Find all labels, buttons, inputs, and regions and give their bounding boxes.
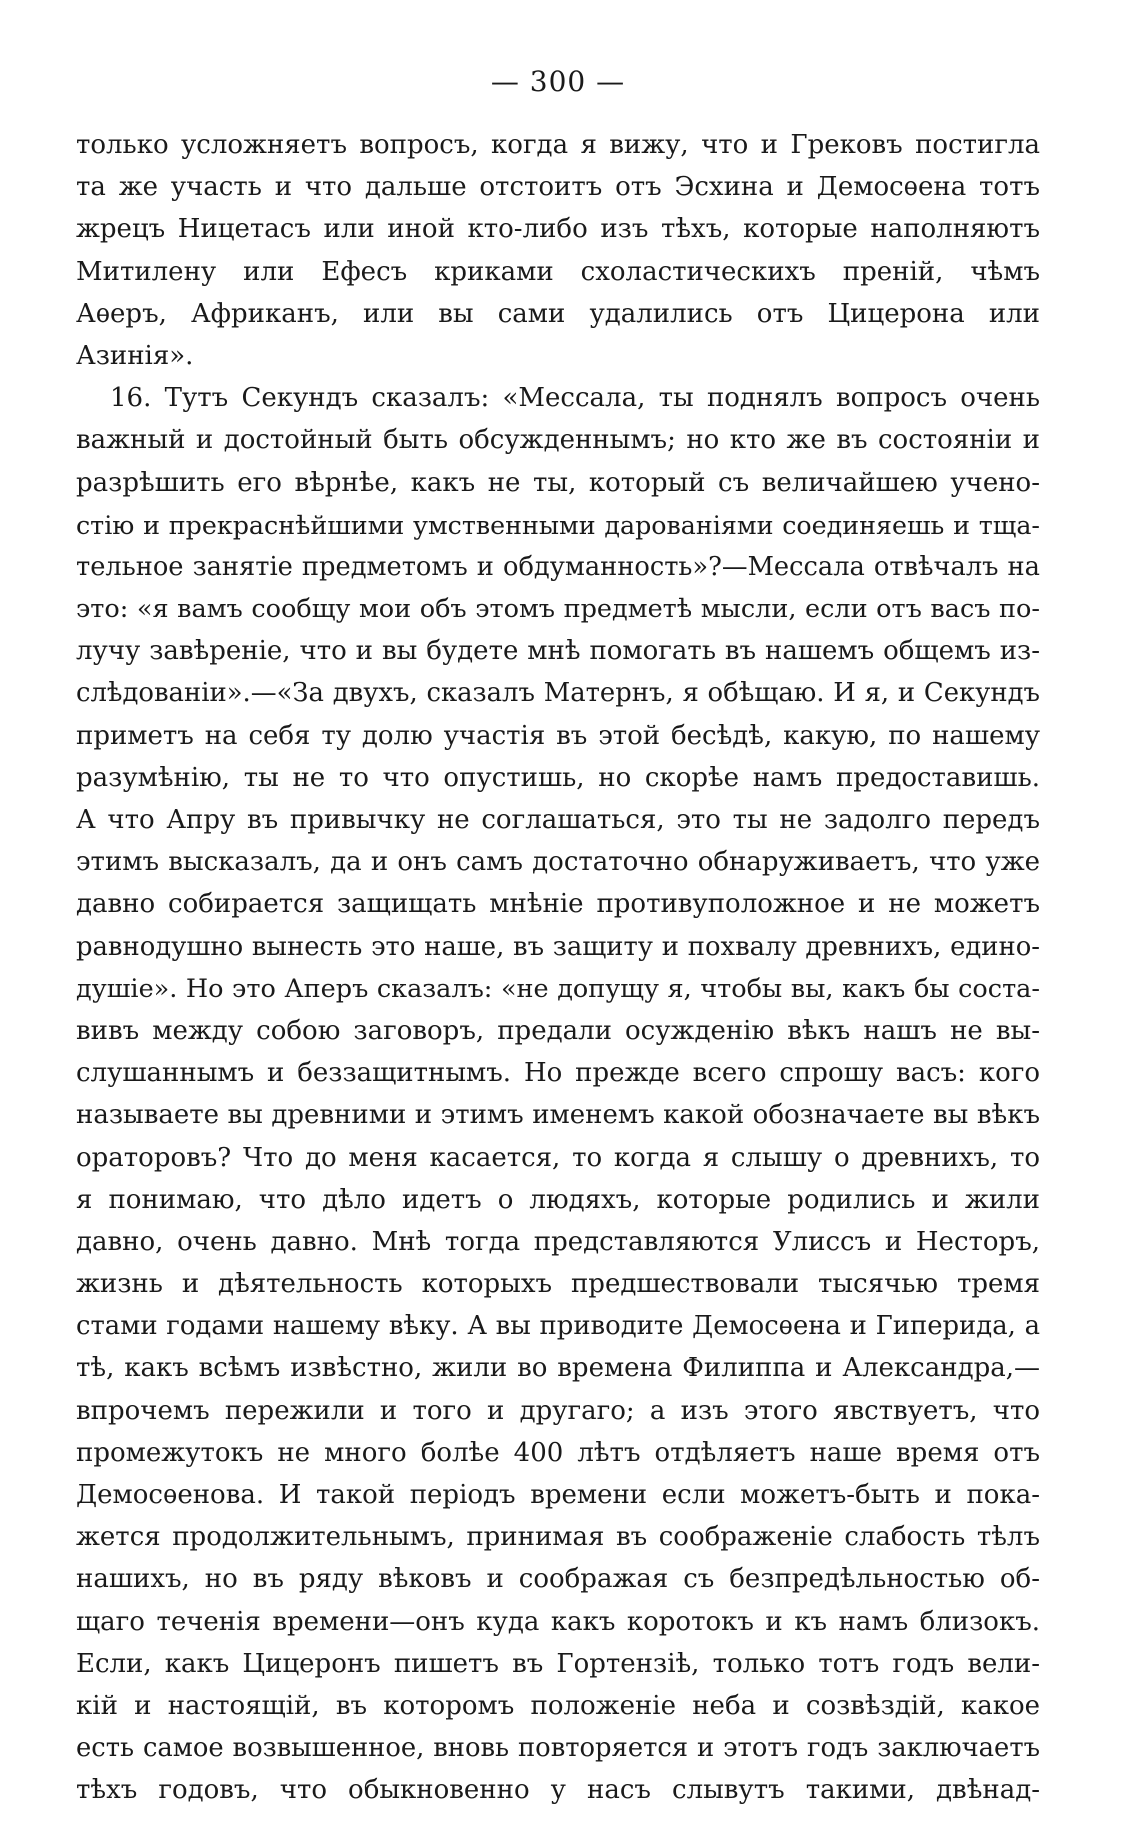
text-line: промежутокъ не много болѣе 400 лѣтъ отдѣляетъ наше время отъ [76, 1437, 1040, 1468]
text-line: та же участь и что дальше отстоитъ отъ Эсхина и Демосѳена тотъ [76, 172, 1040, 203]
text-line: Аѳеръ, Африканъ, или вы сами удалились отъ Цицерона или [76, 298, 1040, 329]
text-line: важный и достойный быть обсужденнымъ; но кто же въ состояніи и [76, 425, 1040, 456]
text-line: ораторовъ? Что до меня касается, то когда я слышу о древнихъ, то [76, 1142, 1040, 1173]
text-line: жется продолжительнымъ, принимая въ соображеніе слабость тѣлъ [76, 1522, 1040, 1553]
text-line: этимъ высказалъ, да и онъ самъ достаточно обнаруживаетъ, что уже [76, 847, 1040, 878]
text-line: это: «я вамъ сообщу мои объ этомъ предметѣ мысли, если отъ васъ по- [76, 594, 1040, 625]
text-line: только усложняетъ вопросъ, когда я вижу, что и Грековъ постигла [76, 130, 1040, 160]
text-line: нашихъ, но въ ряду вѣковъ и соображая съ безпредѣльностью об- [76, 1564, 1040, 1595]
text-line: разрѣшить его вѣрнѣе, какъ не ты, который съ величайшею учено- [76, 467, 1040, 498]
text-line: называете вы древними и этимъ именемъ какой обозначаете вы вѣкъ [76, 1100, 1040, 1131]
text-line: лучу завѣреніе, что и вы будете мнѣ помогать въ нашемъ общемъ из- [76, 636, 1040, 667]
text-line: тѣхъ годовъ, что обыкновенно у насъ слывутъ такими, двѣнад- [76, 1775, 1040, 1806]
text-line: щаго теченія времени—онъ куда какъ коротокъ и къ намъ близокъ. [76, 1606, 1040, 1637]
text-line: равнодушно вынесть это наше, въ защиту и похвалу древнихъ, едино- [76, 931, 1040, 962]
book-page [76, 60, 1040, 1812]
text-line: тельное занятіе предметомъ и обдуманность»?—Мессала отвѣчалъ на [76, 551, 1040, 582]
text-line: впрочемъ пережили и того и другаго; а изъ этого явствуетъ, что [76, 1395, 1040, 1426]
text-line: давно собирается защищать мнѣніе противуположное и не можетъ [76, 889, 1040, 920]
text-line: стами годами нашему вѣку. А вы приводите Демосѳена и Гиперида, а [76, 1311, 1040, 1342]
text-line: Демосѳенова. И такой періодъ времени если можетъ-быть и пока- [76, 1480, 1040, 1510]
page-number: — 300 — [490, 65, 626, 98]
text-line: А что Апру въ привычку не соглашаться, это ты не задолго передъ [76, 805, 1040, 835]
text-line: я понимаю, что дѣло идетъ о людяхъ, которые родились и жили [76, 1184, 1040, 1215]
text-line: вивъ между собою заговоръ, предали осужденію вѣкъ нашъ не вы- [76, 1015, 1040, 1046]
text-line: давно, очень давно. Мнѣ тогда представляются Улиссъ и Несторъ, [76, 1226, 1040, 1257]
text-line: стію и прекраснѣйшими умственными дарованіями соединяешь и тща- [76, 509, 1040, 540]
text-line: приметъ на себя ту долю участія въ этой бесѣдѣ, какую, по нашему [76, 720, 1040, 751]
paragraph-start-line: 16. Тутъ Секундъ сказалъ: «Мессала, ты поднялъ вопросъ очень [110, 383, 1040, 414]
text-line: душіе». Но это Аперъ сказалъ: «не допущу я, чтобы вы, какъ бы соста- [76, 973, 1040, 1004]
body-text [76, 124, 1040, 1812]
text-line: Если, какъ Цицеронъ пишетъ въ Гортензіѣ, только тотъ годъ вели- [76, 1648, 1040, 1679]
text-line: слушаннымъ и беззащитнымъ. Но прежде всего спрошу васъ: кого [76, 1058, 1040, 1089]
text-line: жрецъ Ницетасъ или иной кто-либо изъ тѣхъ, которые наполняютъ [76, 214, 1040, 245]
text-line: Азинія». [76, 340, 194, 371]
text-line: разумѣнію, ты не то что опустишь, но скорѣе намъ предоставишь. [76, 762, 1040, 793]
text-line: жизнь и дѣятельность которыхъ предшествовали тысячью тремя [76, 1269, 1040, 1300]
text-line: кій и настоящій, въ которомъ положеніе неба и созвѣздій, какое [76, 1690, 1040, 1721]
text-line: есть самое возвышенное, вновь повторяется и этотъ годъ заключаетъ [76, 1733, 1040, 1764]
text-line: тѣ, какъ всѣмъ извѣстно, жили во времена Филиппа и Александра,— [76, 1353, 1040, 1384]
text-line: слѣдованіи».—«За двухъ, сказалъ Матернъ, я обѣщаю. И я, и Секундъ [76, 678, 1040, 709]
text-line: Митилену или Ефесъ криками схоластическихъ преній, чѣмъ [76, 256, 1040, 287]
